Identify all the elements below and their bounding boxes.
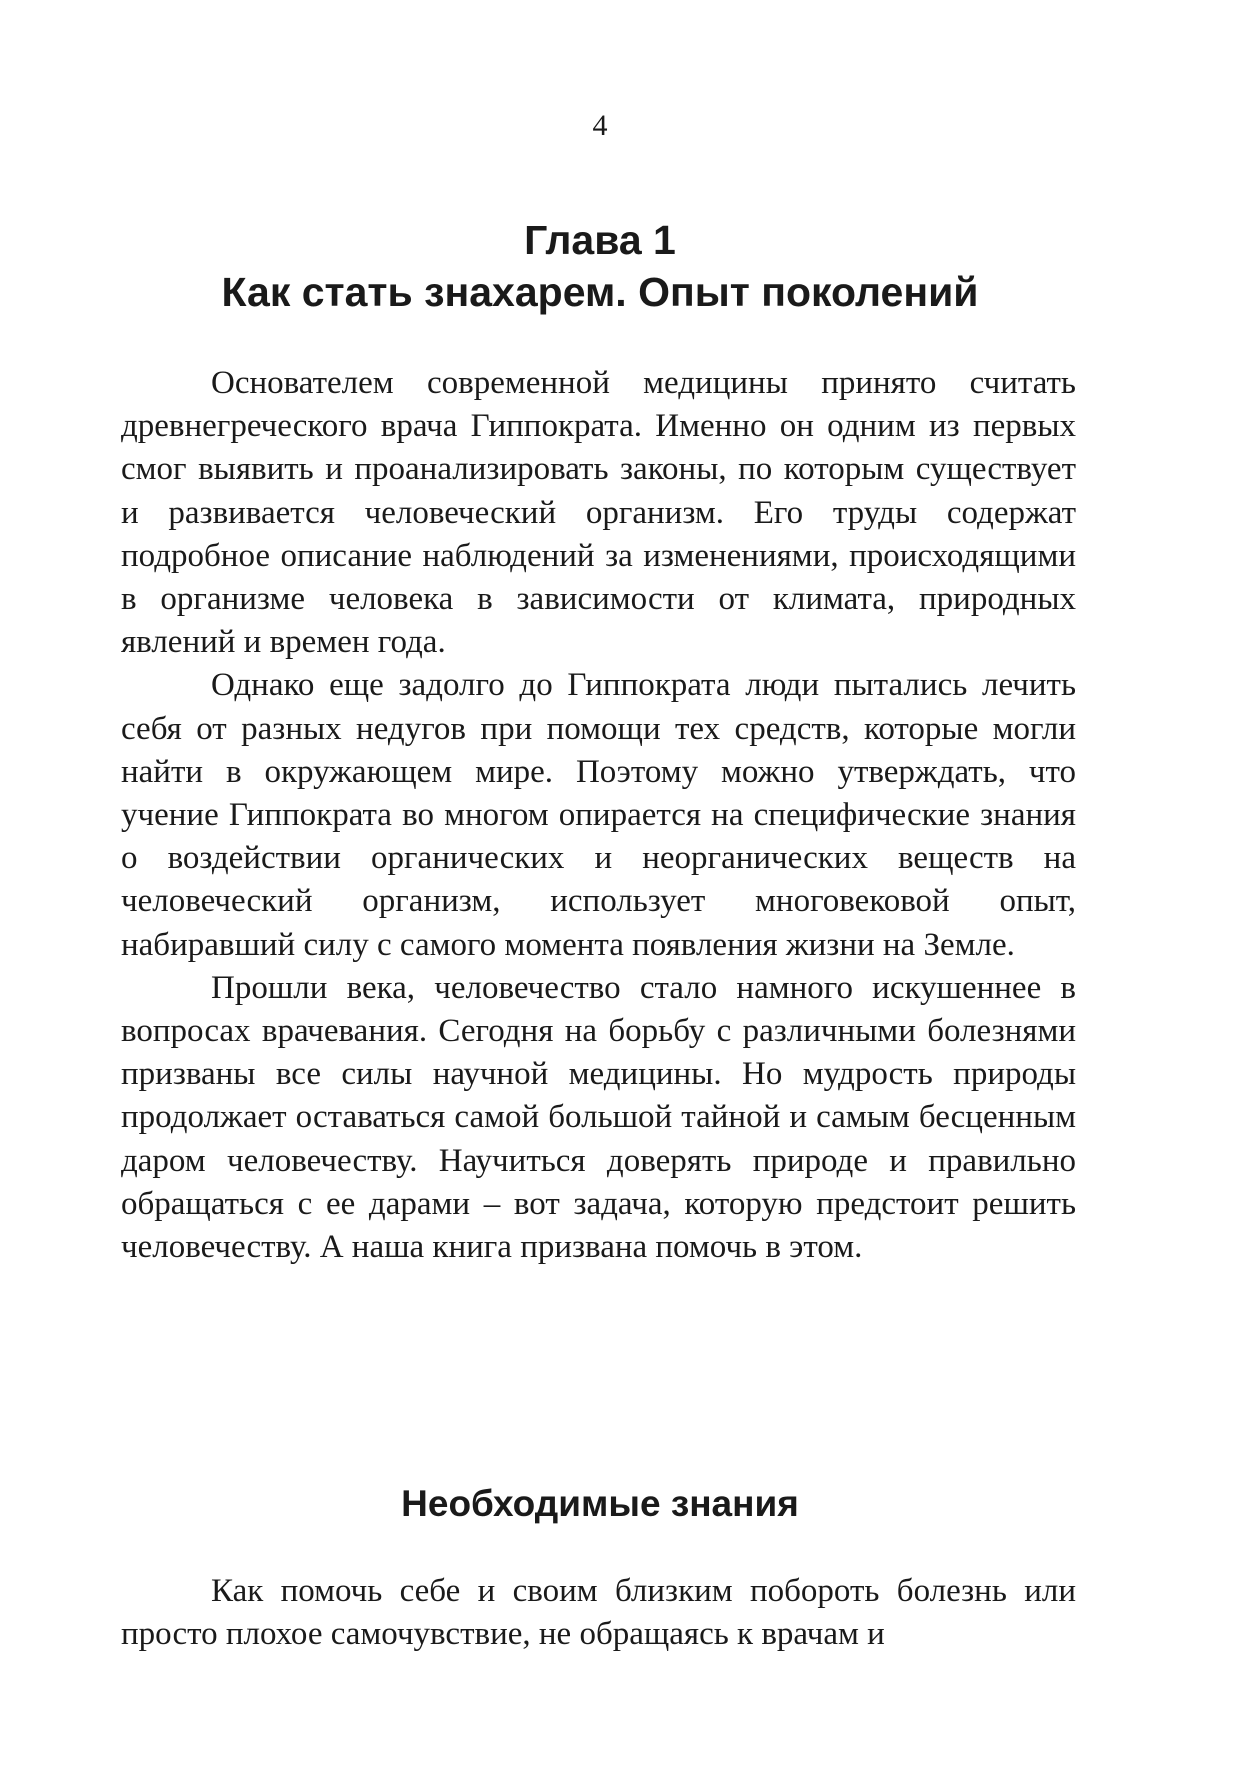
chapter-number: Глава 1 — [524, 217, 676, 263]
section-body — [121, 1570, 1076, 1656]
chapter-body — [121, 362, 1076, 1269]
chapter-title — [0, 214, 1200, 318]
chapter-subtitle: Как стать знахарем. Опыт поколений — [221, 269, 979, 315]
paragraph: Основателем современной медицины принято считать древнегреческого врача Гиппократа. Именно он одним из первых смог выявить и проанализировать законы, по которым существует и развивается человеческий организм. Его труды содержат подробное описание наблюдений за изменениями, происходящими в организме человека в зависимости от климата, природных явлений и времен года. — [121, 365, 1076, 661]
page-number: 4 — [592, 109, 608, 142]
paragraph: Как помочь себе и своим близким побороть болезнь или просто плохое самочувствие, не обращаясь к врачам и — [121, 1573, 1076, 1653]
paragraph: Однако еще задолго до Гиппократа люди пытались лечить себя от разных недугов при помощи тех средств, которые могли найти в окружающем мире. Поэтому можно утверждать, что учение Гиппократа во многом опирается на специфические знания о воздействии органических и неорганических веществ на человеческий организм, использует многовековой опыт, набиравший силу с самого момента появления жизни на Земле. — [121, 667, 1076, 963]
section-title: Необходимые знания — [401, 1483, 799, 1524]
paragraph: Прошли века, человечество стало намного искушеннее в вопросах врачевания. Сегодня на борьбу с различными болезнями призваны все силы научной медицины. Но мудрость природы продолжает оставаться самой большой тайной и самым бесценным даром человечеству. Научиться доверять природе и правильно обращаться с ее дарами – вот задача, которую предстоит решить человечеству. А наша книга призвана помочь в этом. — [121, 969, 1076, 1266]
